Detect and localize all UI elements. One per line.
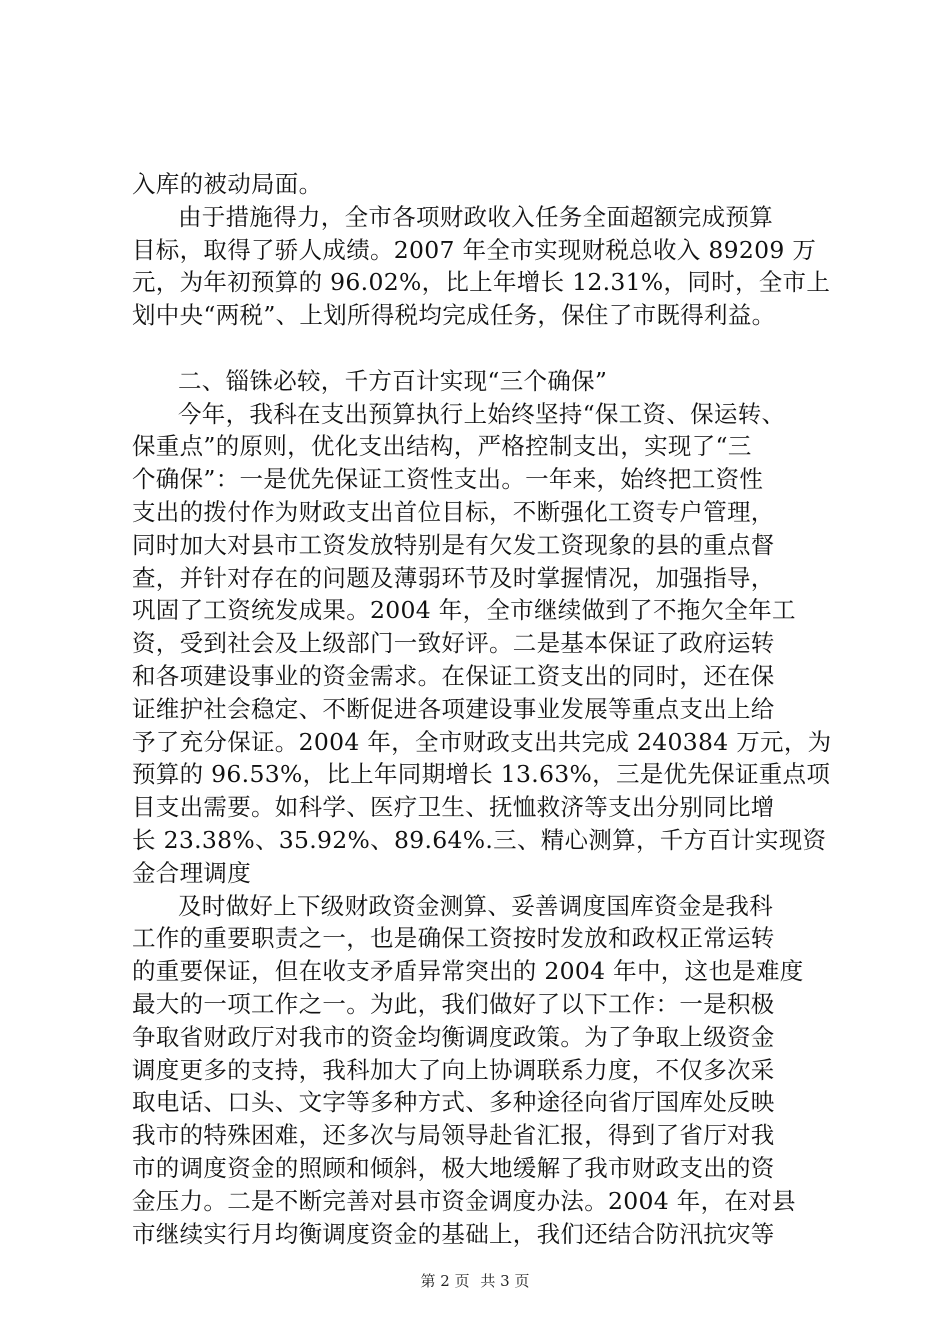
document-body [132, 168, 832, 1250]
text-line: 目标，取得了骄人成绩。2007 年全市实现财税总收入 89209 万 [132, 235, 817, 264]
text-line: 查，并针对存在的问题及薄弱环节及时掌握情况，加强指导， [132, 563, 775, 592]
text-line: 证维护社会稳定、不断促进各项建设事业发展等重点支出上给 [132, 694, 775, 723]
text-line: 我市的特殊困难，还多次与局领导赴省汇报，得到了省厅对我 [132, 1121, 775, 1150]
text-line: 入库的被动局面。 [132, 170, 323, 198]
text-line: 和各项建设事业的资金需求。在保证工资支出的同时，还在保 [132, 661, 775, 690]
text-line: 预算的 96.53%，比上年同期增长 13.63%，三是优先保证重点项 [132, 760, 831, 789]
text-line: 保重点”的原则，优化支出结构，严格控制支出，实现了“三 [132, 432, 752, 461]
text-line: 元，为年初预算的 96.02%，比上年增长 12.31%，同时，全市上 [132, 268, 831, 297]
text-line: 工作的重要职责之一，也是确保工资按时发放和政权正常运转 [132, 924, 775, 953]
text-line: 的重要保证，但在收支矛盾异常突出的 2004 年中，这也是难度 [132, 957, 804, 986]
text-line: 予了充分保证。2004 年，全市财政支出共完成 240384 万元，为 [132, 727, 832, 756]
text-line: 调度更多的支持，我科加大了向上协调联系力度，不仅多次采 [132, 1055, 775, 1084]
text-line: 支出的拨付作为财政支出首位目标，不断强化工资专户管理， [132, 497, 775, 526]
page-footer [0, 1270, 950, 1291]
text-line: 划中央“两税”、上划所得税均完成任务，保住了市既得利益。 [132, 301, 776, 330]
text-line: 由于措施得力，全市各项财政收入任务全面超额完成预算 [178, 202, 773, 231]
text-line: 资，受到社会及上级部门一致好评。二是基本保证了政府运转 [132, 629, 775, 658]
text-line: 巩固了工资统发成果。2004 年，全市继续做到了不拖欠全年工 [132, 596, 796, 625]
text-line: 金压力。二是不断完善对县市资金调度办法。2004 年，在对县 [132, 1186, 796, 1215]
text-line: 市的调度资金的照顾和倾斜，极大地缓解了我市财政支出的资 [132, 1153, 775, 1182]
text-line: 二、锱铢必较，千方百计实现“三个确保” [178, 366, 608, 395]
text-line: 同时加大对县市工资发放特别是有欠发工资现象的县的重点督 [132, 530, 775, 559]
text-line: 目支出需要。如科学、医疗卫生、抚恤救济等支出分别同比增 [132, 793, 775, 822]
page-total: 共 3 页 [480, 1272, 530, 1290]
text-line: 最大的一项工作之一。为此，我们做好了以下工作：一是积极 [132, 989, 775, 1018]
text-line: 长 23.38%、35.92%、89.64%.三、精心测算，千方百计实现资 [132, 825, 827, 854]
text-line: 及时做好上下级财政资金测算、妥善调度国库资金是我科 [178, 891, 773, 920]
page-number: 第 2 页 [420, 1272, 470, 1290]
text-line [132, 332, 832, 365]
text-line: 市继续实行月均衡调度资金的基础上，我们还结合防汛抗灾等 [132, 1219, 775, 1248]
text-line: 争取省财政厅对我市的资金均衡调度政策。为了争取上级资金 [132, 1022, 775, 1051]
text-line: 金合理调度 [132, 858, 251, 887]
text-line: 今年，我科在支出预算执行上始终坚持“保工资、保运转、 [178, 399, 786, 428]
text-line: 取电话、口头、文字等多种方式、多种途径向省厅国库处反映 [132, 1088, 775, 1117]
text-line: 个确保”：一是优先保证工资性支出。一年来，始终把工资性 [132, 465, 764, 494]
